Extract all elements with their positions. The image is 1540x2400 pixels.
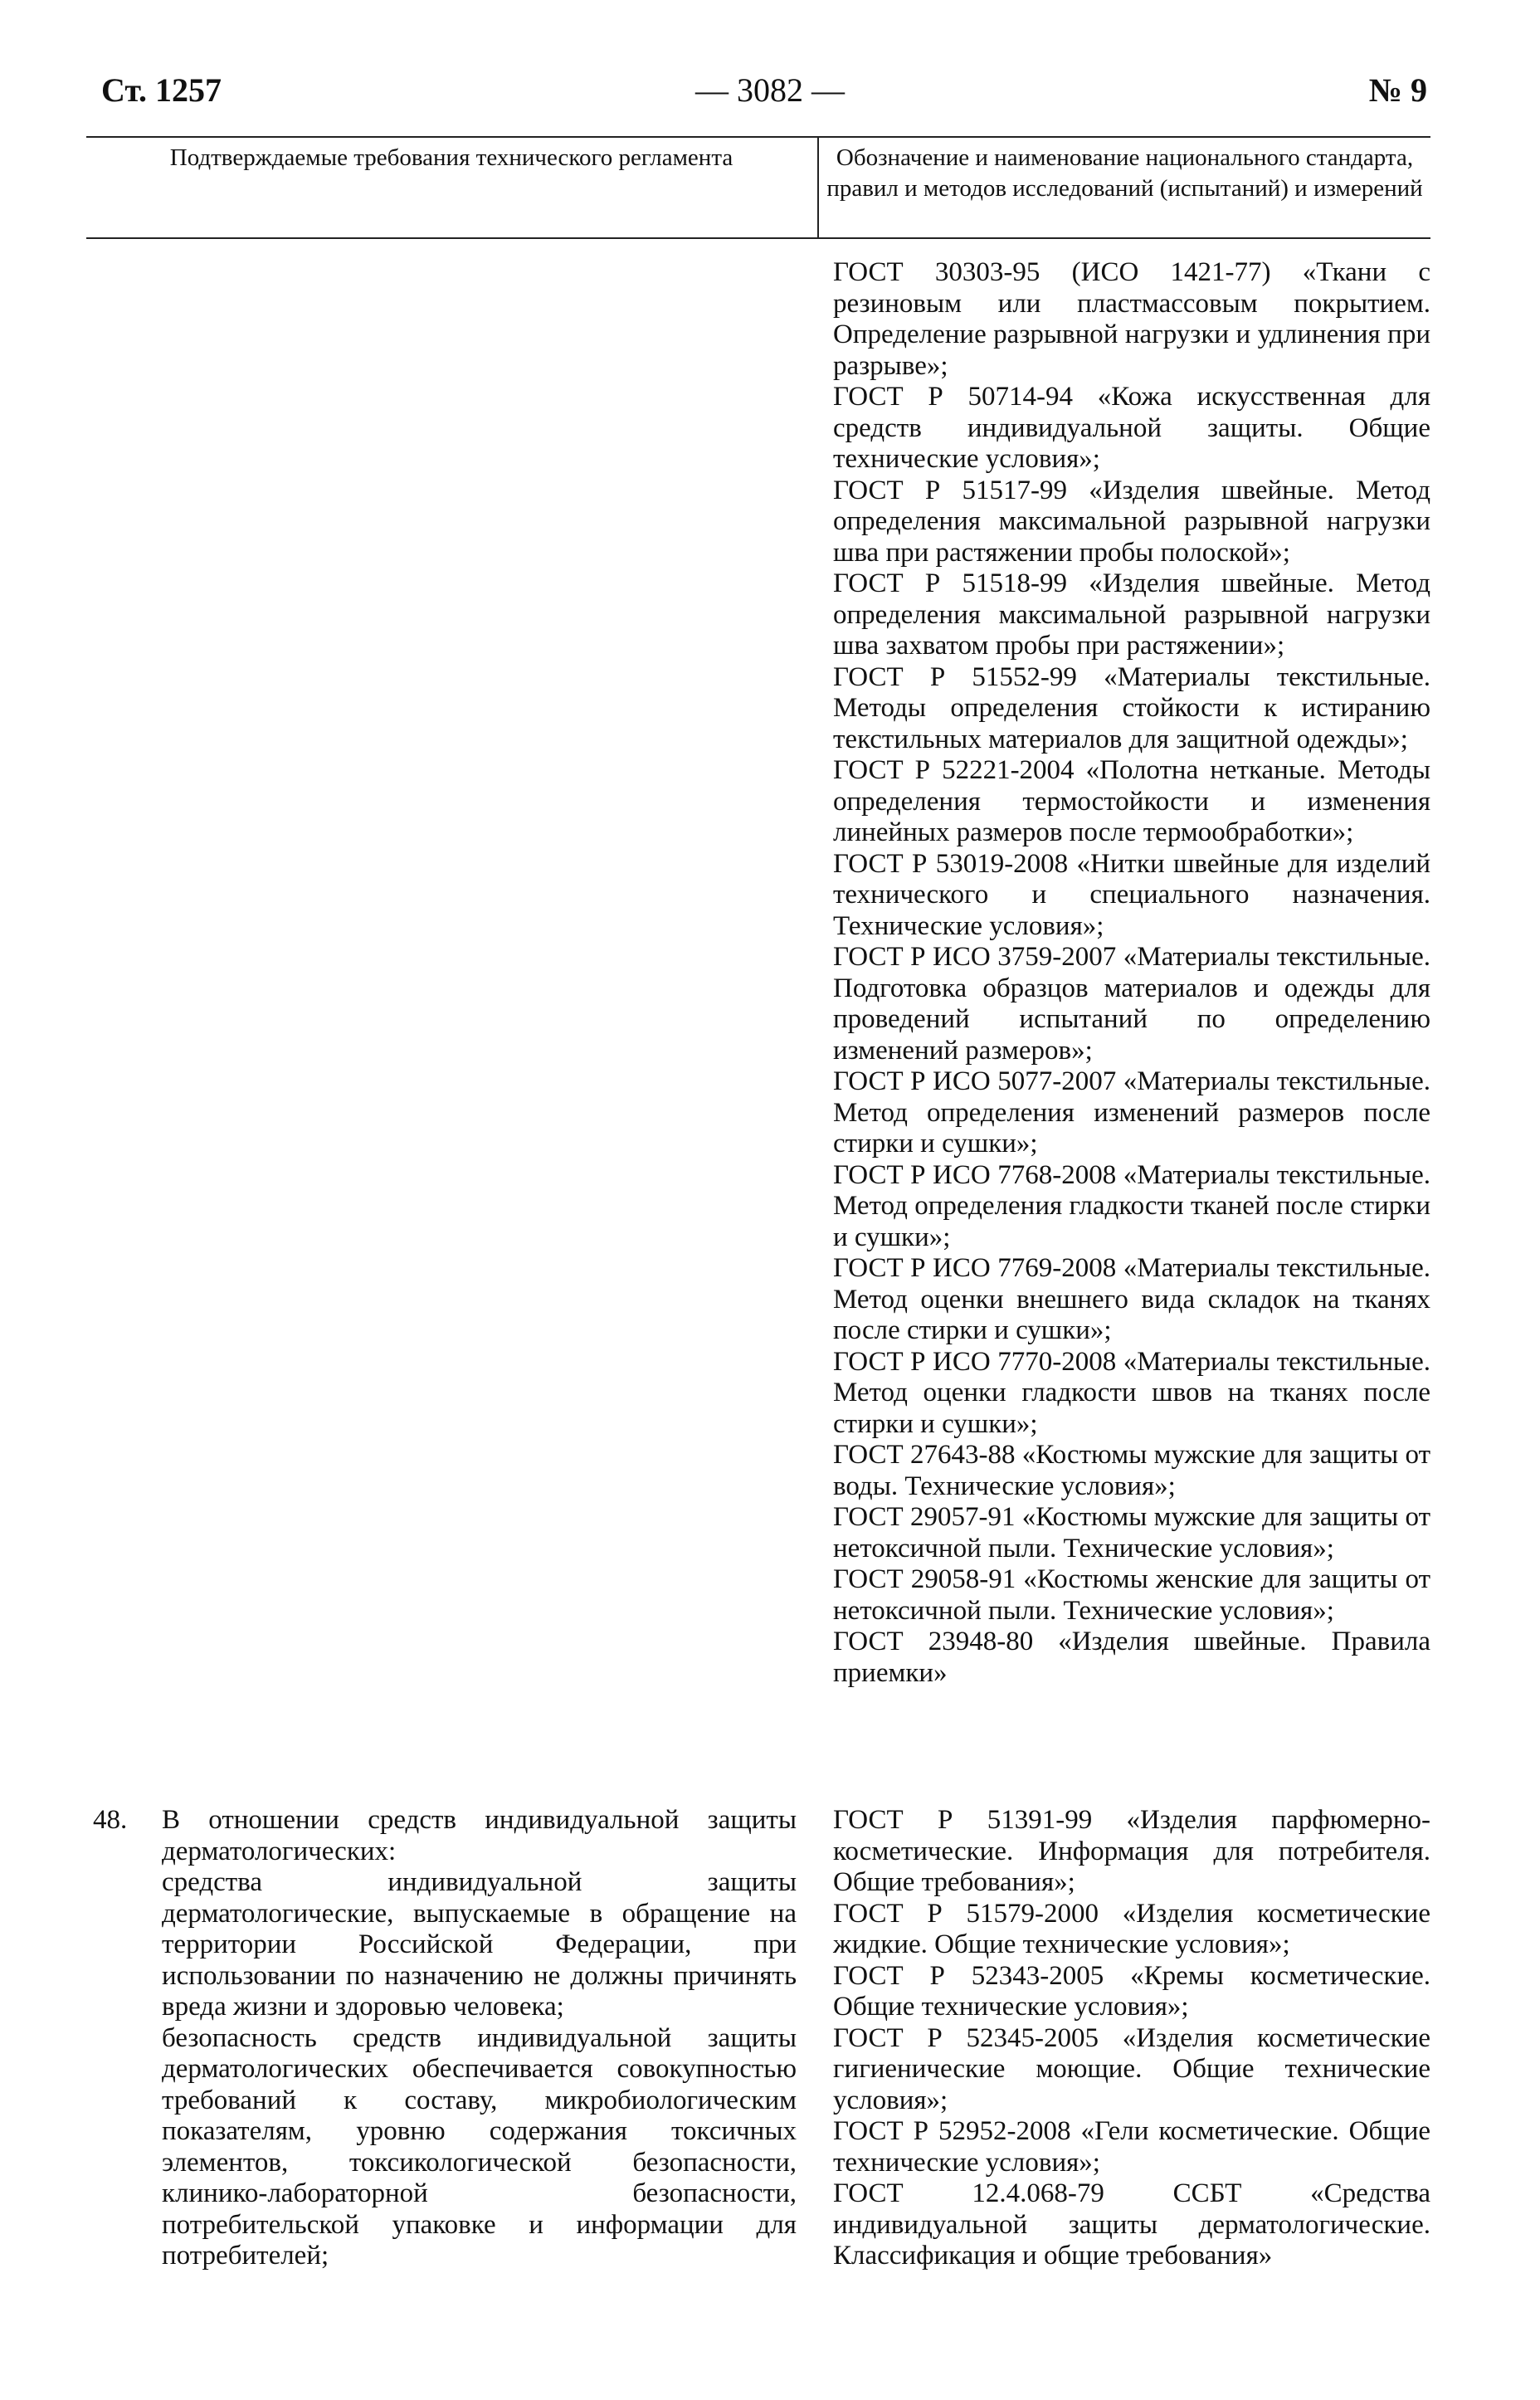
row-48-standards-list [833, 1805, 1430, 2272]
standard-item: ГОСТ 29057-91 «Костюмы мужские для защиты от нетоксичной пыли. Технические условия»; [833, 1502, 1430, 1563]
requirement-paragraph: В отношении средств индивидуальной защиты дерматологических: [162, 1805, 797, 1866]
standard-item: ГОСТ 30303-95 (ИСО 1421-77) «Ткани с резиновым или пластмассовым покрытием. Определение разрывной нагрузки и удлинения при разрыве»; [833, 257, 1430, 381]
standard-item: ГОСТ Р 51518-99 «Изделия швейные. Метод определения максимальной разрывной нагрузки шва захватом пробы при растяжении»; [833, 568, 1430, 661]
standard-item: ГОСТ Р ИСО 7770-2008 «Материалы текстильные. Метод оценки гладкости швов на тканях после стирки и сушки»; [833, 1346, 1430, 1439]
standard-item: ГОСТ Р 53019-2008 «Нитки швейные для изделий технического и специального назначения. Технические условия»; [833, 848, 1430, 941]
issue-number: № 9 [1368, 71, 1427, 109]
row-48-requirements [162, 1805, 797, 2272]
requirement-paragraph: средства индивидуальной защиты дерматологические, выпускаемые в обращение на территории Российской Федерации, при использовании по назначению не должны причинять вреда жизни и здоровью человека; [162, 1867, 797, 2022]
row-number: 48. [93, 1805, 128, 1835]
standard-item: ГОСТ Р 52952-2008 «Гели косметические. Общие технические условия»; [833, 2116, 1430, 2178]
standard-item: ГОСТ 23948-80 «Изделия швейные. Правила приемки» [833, 1627, 1430, 1688]
page-number: — 3082 — [695, 71, 845, 109]
standard-item: ГОСТ Р 52343-2005 «Кремы косметические. Общие технические условия»; [833, 1960, 1430, 2022]
standard-item: ГОСТ 27643-88 «Костюмы мужские для защиты от воды. Технические условия»; [833, 1440, 1430, 1501]
standard-item: ГОСТ Р 51517-99 «Изделия швейные. Метод определения максимальной разрывной нагрузки шва при растяжении пробы полоской»; [833, 475, 1430, 568]
standard-item: ГОСТ Р 51552-99 «Материалы текстильные. Методы определения стойкости к истиранию текстильных материалов для защитной одежды»; [833, 661, 1430, 754]
table-top-rule [86, 136, 1430, 138]
continued-standards-list [833, 257, 1430, 1689]
standard-item: ГОСТ Р ИСО 3759-2007 «Материалы текстильные. Подготовка образцов материалов и одежды для проведений испытаний по определению изменений размеров»; [833, 942, 1430, 1066]
column-header-standards: Обозначение и наименование национального стандарта, правил и методов исследований (испытаний) и измерений [826, 144, 1423, 202]
standard-item: ГОСТ 12.4.068-79 ССБТ «Средства индивидуальной защиты дерматологические. Классификация и общие требования» [833, 2178, 1430, 2271]
standard-item: ГОСТ Р 51391-99 «Изделия парфюмерно-косметические. Информация для потребителя. Общие требования»; [833, 1805, 1430, 1897]
requirement-paragraph: безопасность средств индивидуальной защиты дерматологических обеспечивается совокупностью требований к составу, микробиологическим показателям, уровню содержания токсичных элементов, токсикологической безопасности, клинико-лабораторной безопасности, потребительской упаковке и информации для потребителей; [162, 2022, 797, 2271]
standard-item: ГОСТ Р ИСО 7769-2008 «Материалы текстильные. Метод оценки внешнего вида складок на тканях после стирки и сушки»; [833, 1253, 1430, 1345]
standard-item: ГОСТ Р 50714-94 «Кожа искусственная для средств индивидуальной защиты. Общие технические условия»; [833, 382, 1430, 474]
standard-item: ГОСТ Р 52345-2005 «Изделия косметические гигиенические моющие. Общие технические условия»; [833, 2022, 1430, 2115]
standard-item: ГОСТ Р ИСО 5077-2007 «Материалы текстильные. Метод определения изменений размеров после стирки и сушки»; [833, 1066, 1430, 1159]
page-section-label: Ст. 1257 [101, 71, 222, 109]
table-header-bottom-rule [86, 237, 1430, 239]
column-header-requirements: Подтверждаемые требования технического регламента [169, 144, 733, 171]
standard-item: ГОСТ Р 52221-2004 «Полотна нетканые. Методы определения термостойкости и изменения линейных размеров после термообработки»; [833, 755, 1430, 847]
standard-item: ГОСТ 29058-91 «Костюмы женские для защиты от нетоксичной пыли. Технические условия»; [833, 1564, 1430, 1626]
standard-item: ГОСТ Р ИСО 7768-2008 «Материалы текстильные. Метод определения гладкости тканей после стирки и сушки»; [833, 1159, 1430, 1252]
standard-item: ГОСТ Р 51579-2000 «Изделия косметические жидкие. Общие технические условия»; [833, 1898, 1430, 1959]
